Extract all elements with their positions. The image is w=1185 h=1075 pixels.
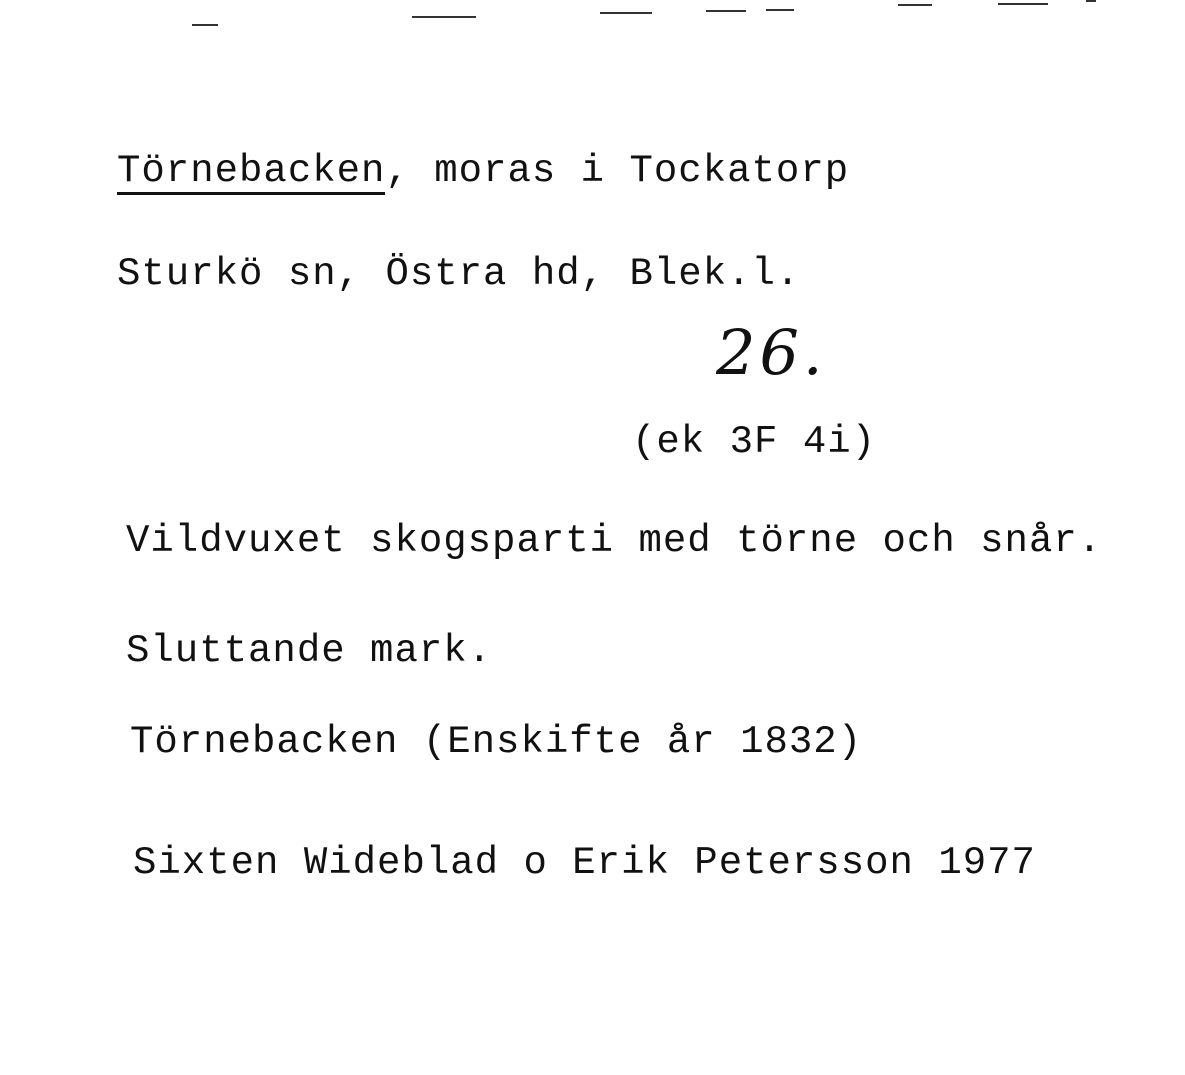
note-line: Sluttande mark.	[126, 629, 493, 673]
scan-mark	[898, 4, 932, 6]
handwritten-number: 26.	[716, 316, 827, 389]
scan-mark	[412, 16, 476, 18]
scan-mark	[766, 9, 794, 11]
scan-mark	[1086, 0, 1096, 2]
place-name: Törnebacken	[117, 149, 386, 193]
collectors-line: Sixten Wideblad o Erik Petersson 1977	[133, 841, 1036, 885]
place-description: , moras i Tockatorp	[385, 149, 850, 193]
header-line	[117, 149, 850, 195]
note-line: Vildvuxet skogsparti med törne och snår.	[126, 519, 1103, 563]
location-line: Sturkö sn, Östra hd, Blek.l.	[117, 252, 801, 296]
scan-mark	[192, 24, 218, 26]
map-reference: (ek 3F 4i)	[632, 420, 877, 464]
scan-mark	[998, 3, 1048, 5]
note-line: Törnebacken (Enskifte år 1832)	[130, 720, 863, 764]
scan-mark	[706, 10, 746, 12]
scan-mark	[600, 12, 652, 14]
scan-edge-marks	[0, 0, 1185, 30]
